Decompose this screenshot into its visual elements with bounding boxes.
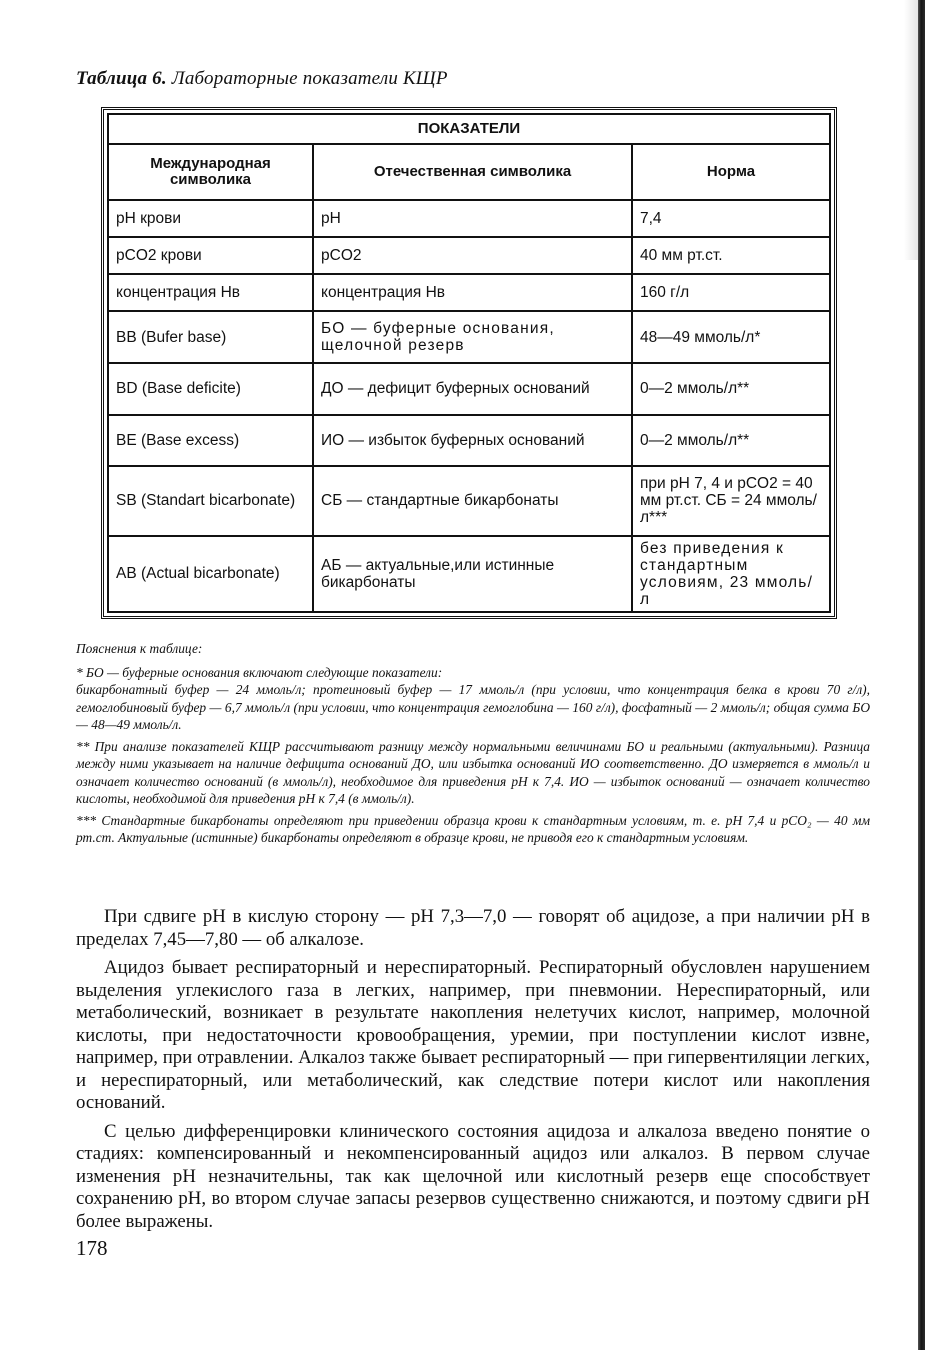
column-header-international: Международная символика bbox=[108, 144, 313, 200]
table-cell: БО — буферные основания, щелочной резерв bbox=[313, 311, 632, 363]
scan-shadow bbox=[904, 0, 918, 260]
table-cell: BB (Bufer base) bbox=[108, 311, 313, 363]
table-title-label: Таблица 6. bbox=[76, 68, 167, 89]
body-text bbox=[76, 906, 870, 1239]
table-cell: SB (Standart bicarbonate) bbox=[108, 466, 313, 536]
table-cell: 48—49 ммоль/л* bbox=[632, 311, 830, 363]
table-row bbox=[108, 237, 830, 274]
table-cell: 0—2 ммоль/л** bbox=[632, 415, 830, 466]
table-cell: pH крови bbox=[108, 200, 313, 237]
footnote: бикарбонатный буфер — 24 ммоль/л; протеиновый буфер — 17 ммоль/л (при условии, что концентрация белка в крови 70 г/л), гемоглобиновый буфер — 6,7 ммоль/л (при условии, что концентрация гемоглобина — 160 г/л), фосфатный — 2 ммоль/л; общая сумма БО — 48—49 ммоль/л. bbox=[76, 682, 870, 732]
page-edge-shadow bbox=[918, 0, 925, 1350]
table-cell: при pH 7, 4 и pCO2 = 40 мм рт.ст. СБ = 24 ммоль/л*** bbox=[632, 466, 830, 536]
table-cell: ДО — дефицит буферных оснований bbox=[313, 363, 632, 414]
table-row bbox=[108, 200, 830, 237]
table-cell: 7,4 bbox=[632, 200, 830, 237]
table-cell: pCO2 bbox=[313, 237, 632, 274]
paragraph: При сдвиге pH в кислую сторону — pH 7,3—7,0 — говорят об ацидозе, а при наличии pH в пределах 7,45—7,80 — об алкалозе. bbox=[76, 906, 870, 950]
table-cell: pCO2 крови bbox=[108, 237, 313, 274]
table-row bbox=[108, 274, 830, 311]
table-cell: 0—2 ммоль/л** bbox=[632, 363, 830, 414]
table-group-header-row bbox=[108, 114, 830, 144]
table-row bbox=[108, 363, 830, 414]
page-number: 178 bbox=[76, 1236, 108, 1260]
table-cell: BD (Base deficite) bbox=[108, 363, 313, 414]
indicators-table bbox=[107, 113, 831, 613]
table-cell: без приведения к стандартным условиям, 23 ммоль/л bbox=[632, 536, 830, 612]
table-cell: 40 мм рт.ст. bbox=[632, 237, 830, 274]
table-cell: BE (Base excess) bbox=[108, 415, 313, 466]
table-title bbox=[76, 68, 448, 90]
table-title-text: Лабораторные показатели КЩР bbox=[171, 68, 448, 89]
group-header: ПОКАЗАТЕЛИ bbox=[108, 114, 830, 144]
footnote: ** При анализе показателей КЩР рассчитывают разницу между нормальными величинами БО и реальными (актуальными). Разница между ними указывает на наличие дефицита оснований ДО, или избытка оснований ИО соответственно. ДО измеряется в ммоль/л и означает количество оснований (в ммоль/л), необходимое для приведения pH к 7,4. ИО — избыток оснований — означает количество кислоты, необходимой для приведения pH к 7,4 (в ммоль/л). bbox=[76, 738, 870, 806]
table-cell: pH bbox=[313, 200, 632, 237]
table-notes bbox=[76, 640, 870, 851]
indicators-table-frame bbox=[101, 107, 837, 619]
notes-heading: Пояснения к таблице: bbox=[76, 641, 203, 656]
column-header-norm: Норма bbox=[632, 144, 830, 200]
column-header-domestic: Отечественная символика bbox=[313, 144, 632, 200]
table-cell: АБ — актуальные,или истинные бикарбонаты bbox=[313, 536, 632, 612]
table-cell: AB (Actual bicarbonate) bbox=[108, 536, 313, 612]
table-row bbox=[108, 311, 830, 363]
table-row bbox=[108, 466, 830, 536]
footnote: *** Стандартные бикарбонаты определяют при приведении образца крови к стандартным условиям, т. е. pH 7,4 и pCO₂ — 40 мм рт.ст. Актуальные (истинные) бикарбонаты определяют в образце крови, не приводя его к стандартным условиям. bbox=[76, 812, 870, 845]
paragraph: Ацидоз бывает респираторный и нереспираторный. Респираторный обусловлен нарушением выделения углекислого газа в легких, например, при пневмонии. Нереспираторный, или метаболический, возникает в результате накопления нелетучих кислот, например, молочной кислоты, при недостаточности кровообращения, уремии, при поступлении кислот извне, например, при отравлении. Алкалоз также бывает респираторный — при гипервентиляции легких, и нереспираторный, или метаболический, как следствие потери кислот или накопления оснований. bbox=[76, 957, 870, 1113]
paragraph: С целью дифференцировки клинического состояния ацидоза и алкалоза введено понятие о стадиях: компенсированный и некомпенсированный ацидоз или алкалоз. В первом случае изменения pH незначительны, так как щелочной или кислотный резерв еще способствует сохранению pH, во втором случае запасы резервов существенно снижаются, и поэтому сдвиги pH более выражены. bbox=[76, 1120, 870, 1232]
table-cell: ИО — избыток буферных оснований bbox=[313, 415, 632, 466]
table-cell: концентрация Hв bbox=[108, 274, 313, 311]
table-cell: 160 г/л bbox=[632, 274, 830, 311]
table-row bbox=[108, 415, 830, 466]
table-cell: СБ — стандартные бикарбонаты bbox=[313, 466, 632, 536]
table-cell: концентрация Hв bbox=[313, 274, 632, 311]
table-row bbox=[108, 536, 830, 612]
table-header-row bbox=[108, 144, 830, 200]
footnote: * БО — буферные основания включают следующие показатели: bbox=[76, 664, 443, 680]
